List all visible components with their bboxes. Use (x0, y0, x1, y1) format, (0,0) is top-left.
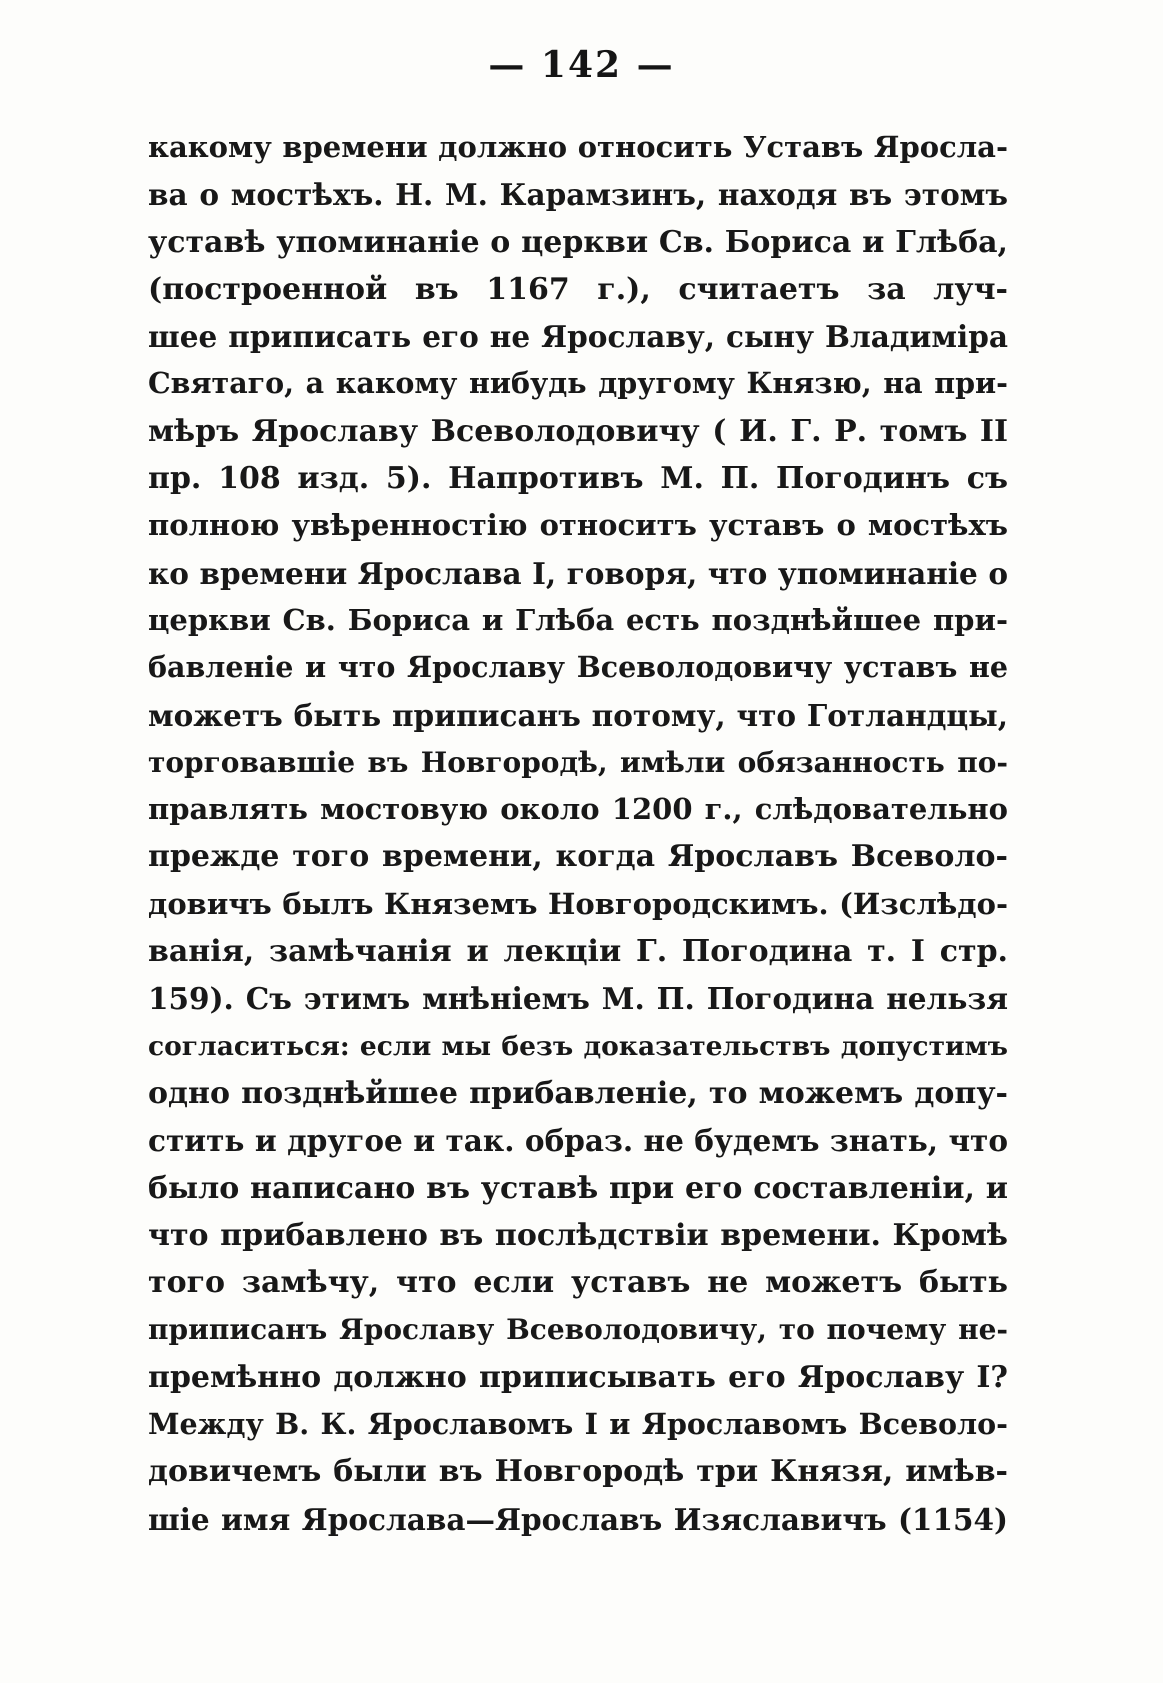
text-line: стить и другое и так. образ. не будемъ знать, что (148, 1123, 1008, 1159)
text-line: какому времени должно относить Уставъ Яросла- (148, 130, 1008, 164)
text-line: (построенной въ 1167 г.), считаетъ за луч- (148, 271, 1008, 307)
body-text (148, 124, 1008, 1543)
text-line: шіе имя Ярослава—Ярославъ Изяславичъ (1154) (148, 1501, 1008, 1537)
text-line: полною увѣренностію относитъ уставъ о мостѣхъ (148, 508, 1008, 543)
text-line: уставѣ упоминаніе о церкви Св. Бориса и Глѣба, (148, 224, 1008, 260)
text-line: было написано въ уставѣ при его составленіи, и (148, 1170, 1008, 1206)
text-line: прежде того времени, когда Ярославъ Всеволо- (148, 839, 1008, 875)
text-line: того замѣчу, что если уставъ не можетъ быть (148, 1265, 1008, 1301)
text-line: шее приписать его не Ярославу, сыну Владиміра (148, 319, 1008, 355)
text-line: бавленіе и что Ярославу Всеволодовичу уставъ не (148, 650, 1008, 685)
text-line: можетъ быть приписанъ потому, что Готландцы, (148, 697, 1008, 733)
text-line: торговавшіе въ Новгородѣ, имѣли обязанность по- (148, 745, 1008, 779)
text-line: пр. 108 изд. 5). Напротивъ М. П. Погодинъ съ (148, 461, 1008, 497)
page-number: — 142 — (488, 44, 675, 86)
text-line: мѣръ Ярославу Всеволодовичу ( И. Г. Р. томъ II (148, 413, 1008, 449)
text-line: приписанъ Ярославу Всеволодовичу, то почему не- (148, 1313, 1008, 1347)
text-line: Между В. К. Ярославомъ I и Ярославомъ Всеволо- (148, 1407, 1008, 1442)
text-line: Святаго, а какому нибудь другому Князю, на при- (148, 366, 1008, 401)
text-line: ванія, замѣчанія и лекціи Г. Погодина т. I стр. (148, 934, 1008, 970)
text-line: одно позднѣйшее прибавленіе, то можемъ допу- (148, 1075, 1008, 1111)
text-line: 159). Съ этимъ мнѣніемъ М. П. Погодина нельзя (148, 981, 1008, 1017)
text-line: довичъ былъ Княземъ Новгородскимъ. (Изслѣдо- (148, 886, 1008, 921)
text-line: ко времени Ярослава I, говоря, что упоминаніе о (148, 555, 1008, 591)
text-line: премѣнно должно приписывать его Ярославу I? (148, 1359, 1008, 1395)
text-line: согласиться: если мы безъ доказательствъ допустимъ (148, 1030, 1008, 1062)
text-line: церкви Св. Бориса и Глѣба есть позднѣйшее при- (148, 602, 1008, 637)
text-line: ва о мостѣхъ. Н. М. Карамзинъ, находя въ этомъ (148, 177, 1008, 213)
text-line: что прибавлено въ послѣдствіи времени. Кромѣ (148, 1217, 1008, 1253)
text-line: довичемъ были въ Новгородѣ три Князя, имѣв- (148, 1454, 1008, 1490)
text-line: правлять мостовую около 1200 г., слѣдовательно (148, 792, 1008, 827)
